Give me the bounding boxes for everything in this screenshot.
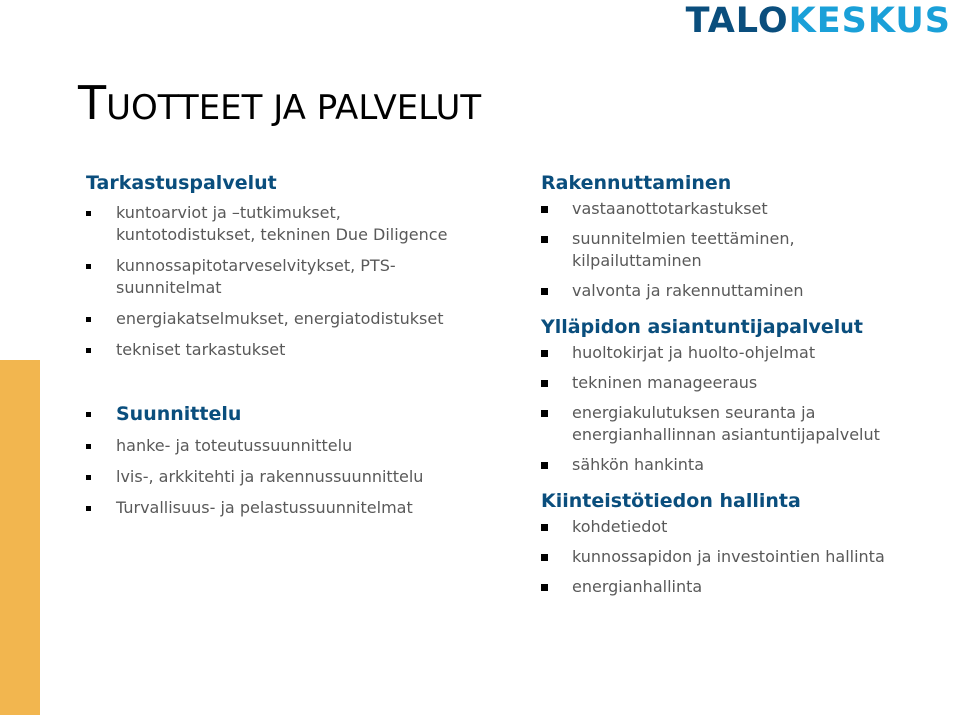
heading-rakennuttaminen: Rakennuttaminen: [541, 172, 732, 194]
logo-part-talo: TALO: [685, 1, 789, 41]
list-item-text: tekniset tarkastukset: [116, 340, 286, 359]
yllapito-list: [541, 342, 956, 476]
list-item-text: kohdetiedot: [572, 517, 668, 536]
list-item-text: huoltokirjat ja huolto-ohjelmat: [572, 343, 816, 362]
list-item: [541, 198, 956, 220]
heading-yllapidon-asiantuntijapalvelut: Ylläpidon asiantuntijapalvelut: [541, 316, 863, 338]
list-item: [541, 576, 956, 598]
list-item: [86, 339, 526, 361]
list-item-text: kuntoarviot ja –tutkimukset, kuntotodistukset, tekninen Due Diligence: [116, 203, 448, 244]
heading-suunnittelu: [86, 401, 526, 427]
list-item-text: vastaanottotarkastukset: [572, 199, 768, 218]
list-item-text: kunnossapidon ja investointien hallinta: [572, 547, 885, 566]
list-item: [541, 546, 956, 568]
list-item-text: hanke- ja toteutussuunnittelu: [116, 436, 353, 455]
list-item-text: energiakulutuksen seuranta ja energianhallinnan asiantuntijapalvelut: [572, 403, 880, 444]
list-item: [541, 342, 956, 364]
list-item-text: valvonta ja rakennuttaminen: [572, 281, 804, 300]
title-rest: UOTTEET JA PALVELUT: [106, 88, 482, 128]
list-item: [86, 435, 526, 457]
list-item: [86, 308, 526, 330]
list-item-text: Turvallisuus- ja pelastussuunnitelmat: [116, 498, 413, 517]
list-item: [86, 202, 526, 246]
list-item-text: suunnitelmien teettäminen, kilpailuttaminen: [572, 229, 795, 270]
logo-part-keskus: KESKUS: [788, 1, 951, 41]
list-item: [541, 454, 956, 476]
left-column: [86, 172, 526, 528]
list-item-text: tekninen manageeraus: [572, 373, 758, 392]
list-item-text: energianhallinta: [572, 577, 703, 596]
list-item: [86, 497, 526, 519]
heading-tarkastuspalvelut: Tarkastuspalvelut: [86, 172, 277, 194]
list-item: [86, 255, 526, 299]
right-column: [541, 172, 956, 606]
list-item-text: energiakatselmukset, energiatodistukset: [116, 309, 444, 328]
list-item: [541, 516, 956, 538]
list-item-text: sähkön hankinta: [572, 455, 705, 474]
list-item-text: lvis-, arkkitehti ja rakennussuunnittelu: [116, 467, 424, 486]
list-item: [541, 280, 956, 302]
tarkastuspalvelut-list: [86, 202, 526, 519]
list-item: [541, 402, 956, 446]
rakennuttaminen-list: [541, 198, 956, 302]
list-item-text: kunnossapitotarveselvitykset, PTS- suunnitelmat: [116, 256, 396, 297]
list-item: [86, 466, 526, 488]
sub-heading-text: Suunnittelu: [116, 403, 242, 425]
title-first-letter: T: [78, 76, 107, 130]
talokeskus-logo: [685, 1, 951, 41]
page-title: [78, 76, 481, 131]
accent-bar: [0, 360, 40, 715]
heading-kiinteistotiedon-hallinta: Kiinteistötiedon hallinta: [541, 490, 801, 512]
list-item: [541, 372, 956, 394]
list-item: [541, 228, 956, 272]
kiinteistotieto-list: [541, 516, 956, 598]
